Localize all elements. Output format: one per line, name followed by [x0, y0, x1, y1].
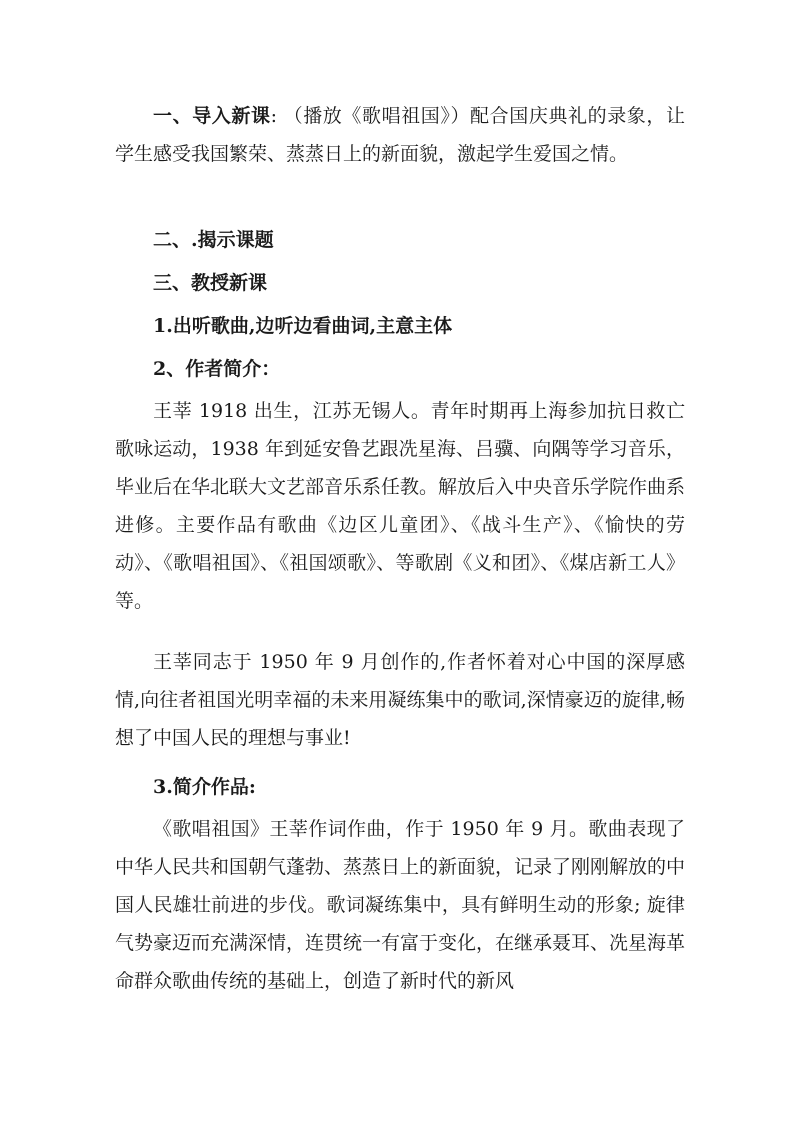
section-intro-heading: 一、导入新课 — [153, 105, 271, 127]
section-intro-text: : （播放《歌唱祖国》）配合国庆典礼的录象，让学生感受我国繁荣、蒸蒸日上的新面貌，激起学生爱国之情。 — [115, 105, 685, 165]
item-author-intro: 2、作者简介： — [153, 358, 281, 380]
section-new-lesson: 三、教授新课 — [153, 272, 268, 294]
work-description-paragraph: 《歌唱祖国》王莘作词作曲，作于 1950 年 9 月。歌曲表现了中华人民共和国朝气蓬勃、蒸蒸日上的新面貌，记录了刚刚解放的中国人民雄壮前进的步伐。歌词凝练集中，具有鲜明生动的形象; 旋律气势豪迈而充满深情，连贯统一有富于变化，在继承聂耳、冼星海革命群众歌曲传统的基础上，创造了新时代的新风 — [115, 818, 686, 992]
item-work-intro: 3.简介作品: — [153, 776, 256, 798]
item-listen-song: 1.出听歌曲,边听边看曲词,主意主体 — [153, 315, 453, 337]
section-reveal-topic: 二、.揭示课题 — [153, 229, 274, 251]
section-intro — [115, 97, 685, 173]
creation-paragraph: 王莘同志于 1950 年 9 月创作的,作者怀着对心中国的深厚感情,向往者祖国光明幸福的未来用凝练集中的歌词,深情豪迈的旋律,畅想了中国人民的理想与事业! — [115, 651, 685, 749]
author-bio-paragraph: 王莘 1918 出生，江苏无锡人。青年时期再上海参加抗日救亡歌咏运动，1938 年到延安鲁艺跟冼星海、吕骥、向隅等学习音乐，毕业后在华北联大文艺部音乐系任教。解放后入中央音乐学院作曲系进修。主要作品有歌曲《边区儿童团》、《战斗生产》、《愉快的劳动》、《歌唱祖国》、《祖国颂歌》、等歌剧《义和团》、《煤店新工人》等。 — [115, 400, 686, 612]
